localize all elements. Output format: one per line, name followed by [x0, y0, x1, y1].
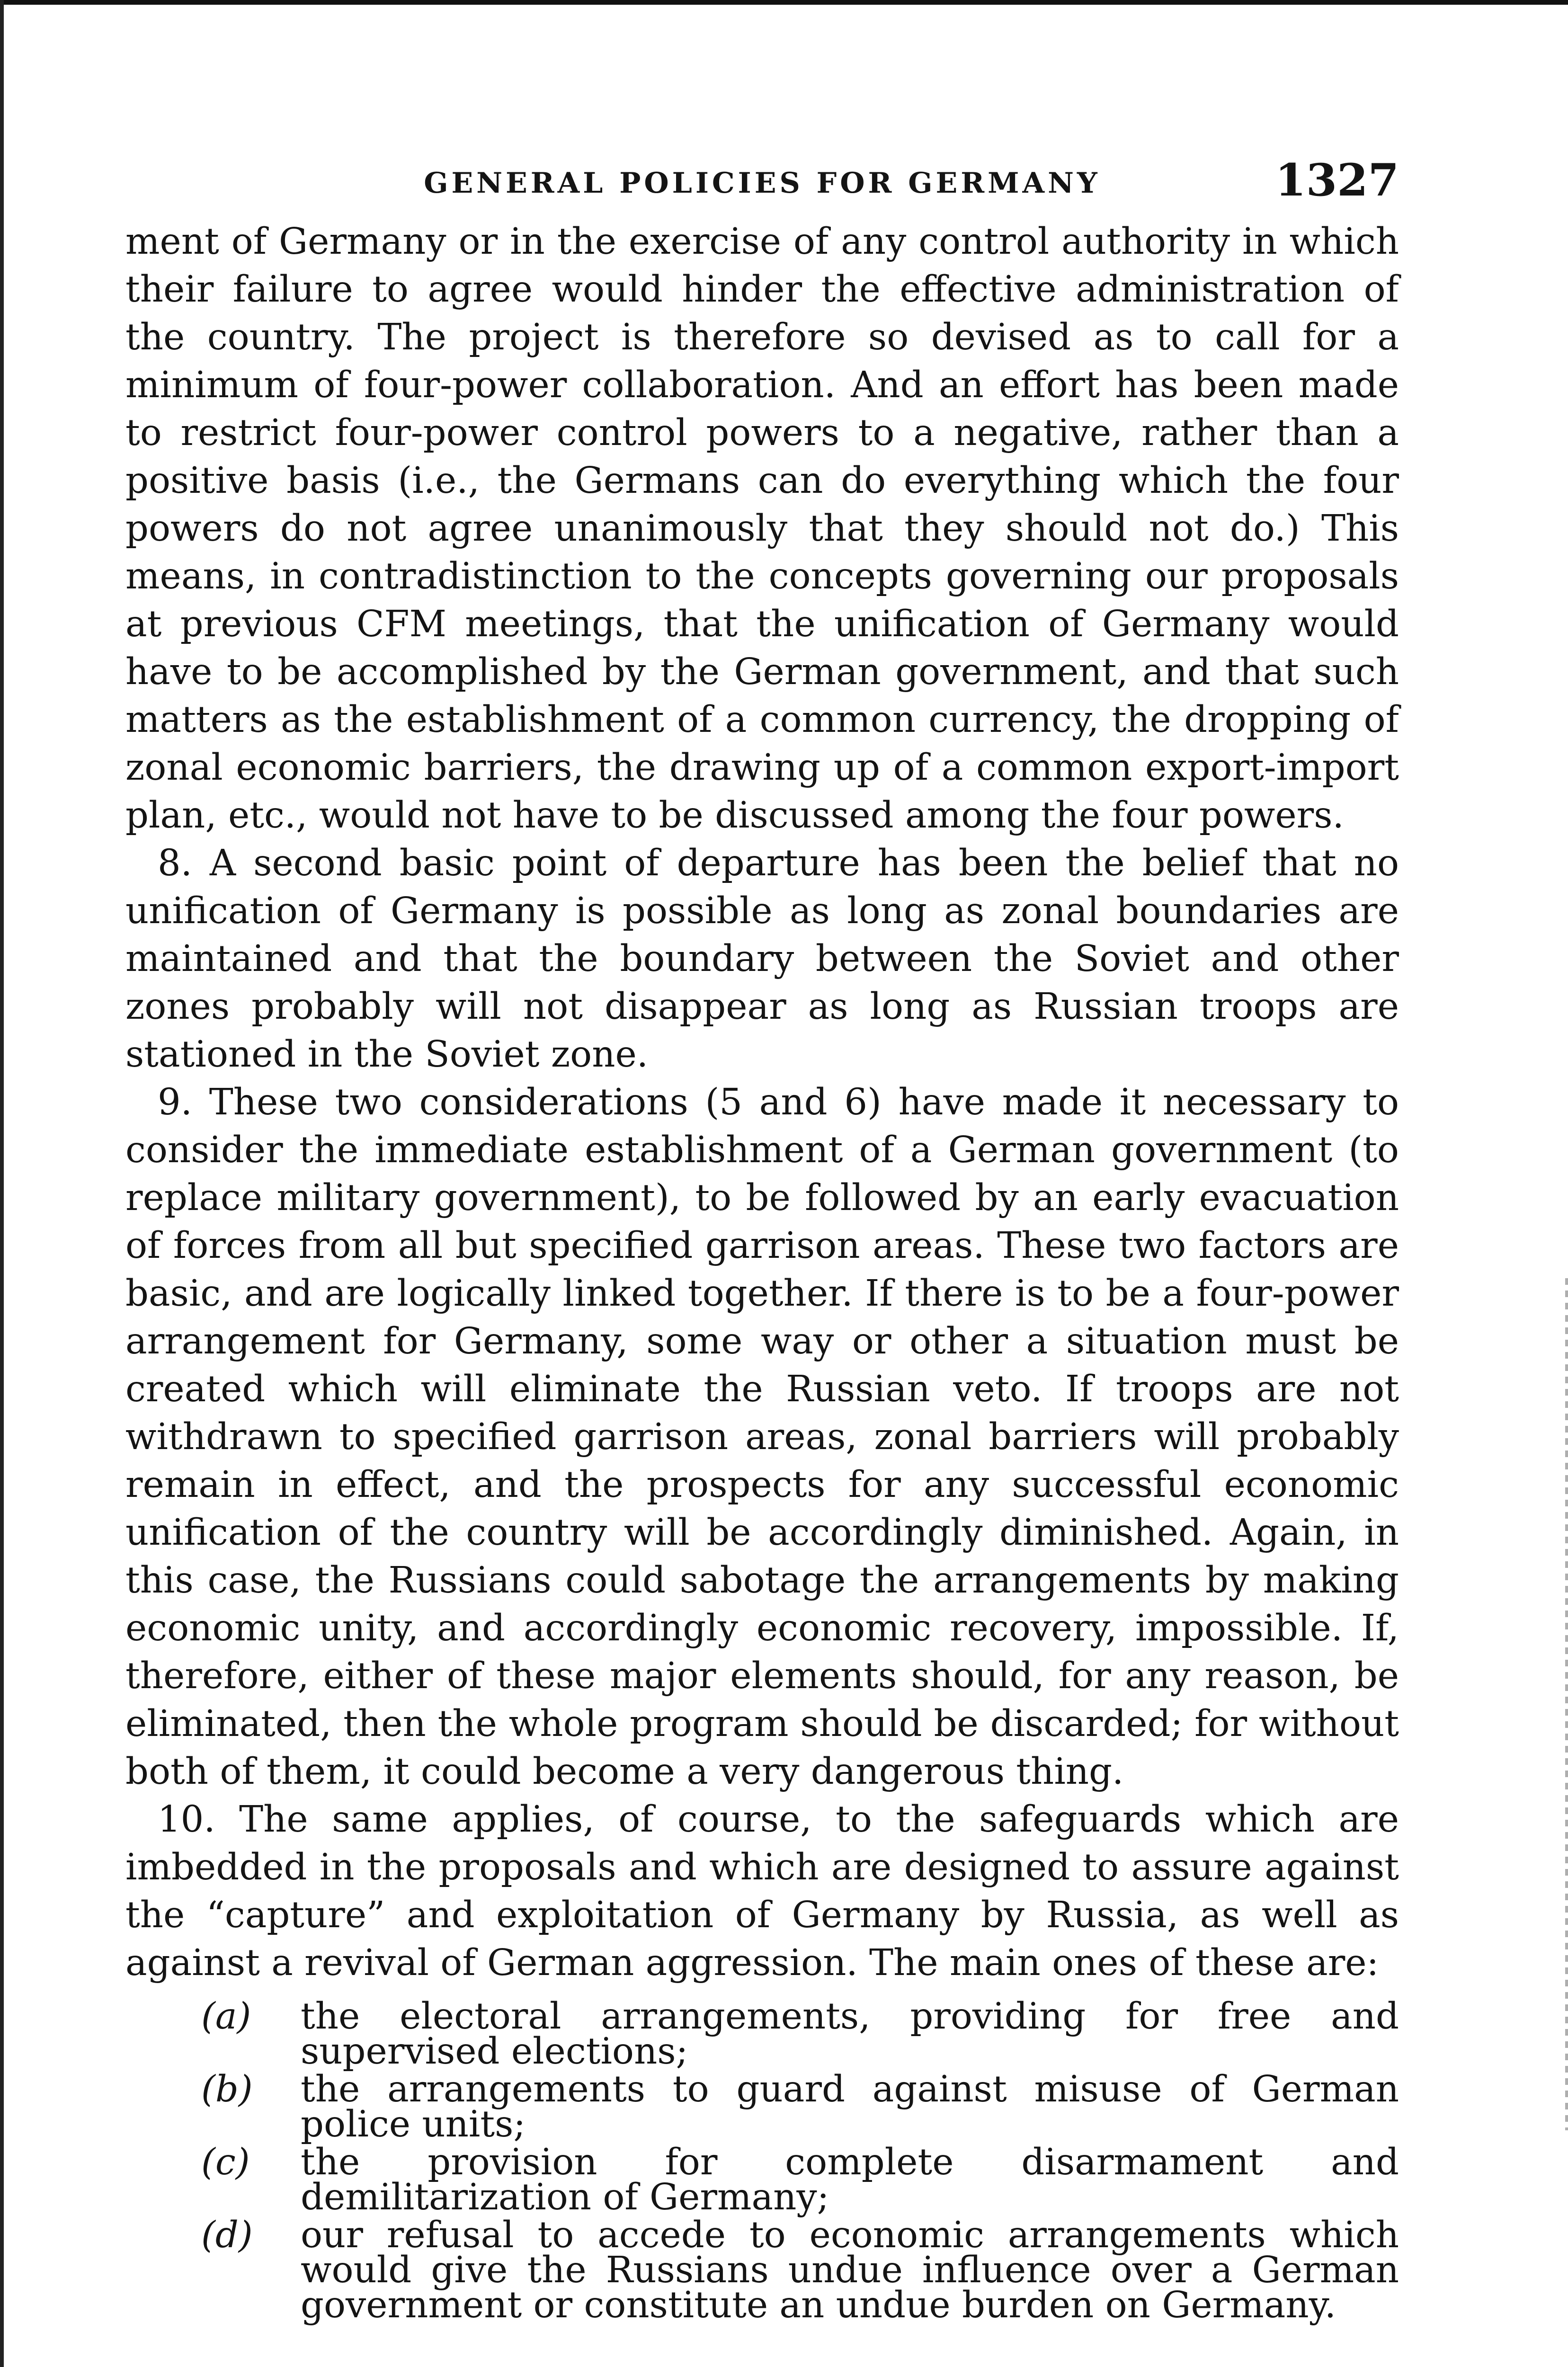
paragraph-9: 9. These two considerations (5 and 6) have made it necessary to consider the immediate establishment of a German government (to replace military government), to be followed by an early evacuation of forces from all but specified garrison areas. These two factors are basic, and are logically linked together. If there is to be a four-power arrangement for Germany, some way or other a situation must be created which will eliminate the Russian veto. If troops are not withdrawn to specified garrison areas, zonal barriers will probably remain in effect, and the prospects for any successful economic unification of the country will be accordingly diminished. Again, in this case, the Russians could sabotage the arrangements by making economic unity, and accordingly economic recovery, impossible. If, therefore, either of these major elements should, for any reason, be eliminated, then the whole program should be discarded; for without both of them, it could become a very dangerous thing.	[125, 1081, 1399, 1793]
list-text: our refusal to accede to economic arrangements which would give the Russians undue influence over a German government or constitute an undue burden on Germany.	[301, 2214, 1399, 2326]
list-marker: (a)	[201, 1995, 251, 2038]
safeguards-list	[125, 1995, 1399, 2326]
list-item	[125, 1995, 1399, 2073]
running-title: GENERAL POLICIES FOR GERMANY	[424, 167, 1101, 200]
running-head	[125, 142, 1399, 218]
scan-right-edge	[1565, 1278, 1568, 2130]
scan-left-edge	[0, 0, 4, 2367]
list-item	[125, 2141, 1399, 2218]
list-text: the electoral arrangements, providing for free and supervised elections;	[301, 1995, 1399, 2073]
page-number: 1327	[1275, 154, 1399, 206]
list-item	[125, 2214, 1399, 2326]
scan-top-edge	[0, 0, 1568, 5]
paragraph-10: 10. The same applies, of course, to the safeguards which are imbedded in the proposals and which are designed to assure against the “capture” and exploitation of Germany by Russia, as well as against a revival of German aggression. The main ones of these are:	[125, 1798, 1399, 1984]
list-item	[125, 2068, 1399, 2145]
list-marker: (b)	[201, 2068, 253, 2110]
paragraph-continuation: ment of Germany or in the exercise of any control authority in which their failure to agree would hinder the effective administration of the country. The project is therefore so devised as to call for a minimum of four-power collaboration. And an effort has been made to restrict four-power control powers to a negative, rather than a positive basis (i.e., the Germans can do everything which the four powers do not agree unanimously that they should not do.) This means, in contradistinction to the concepts governing our proposals at previous CFM meetings, that the unification of Germany would have to be accomplished by the German government, and that such matters as the establishment of a common currency, the dropping of zonal economic barriers, the drawing up of a common export-import plan, etc., would not have to be discussed among the four powers.	[125, 221, 1399, 836]
list-text: the arrangements to guard against misuse of German police units;	[301, 2068, 1399, 2145]
list-marker: (d)	[201, 2214, 253, 2256]
list-text: the provision for complete disarmament and demilitarization of Germany;	[301, 2141, 1399, 2218]
paragraph-8: 8. A second basic point of departure has been the belief that no unification of Germany is possible as long as zonal boundaries are maintained and that the boundary between the Soviet and other zones probably will not disappear as long as Russian troops are stationed in the Soviet zone.	[125, 842, 1399, 1076]
list-marker: (c)	[201, 2141, 250, 2183]
document-page	[125, 142, 1399, 2326]
body-text	[125, 218, 1399, 2326]
